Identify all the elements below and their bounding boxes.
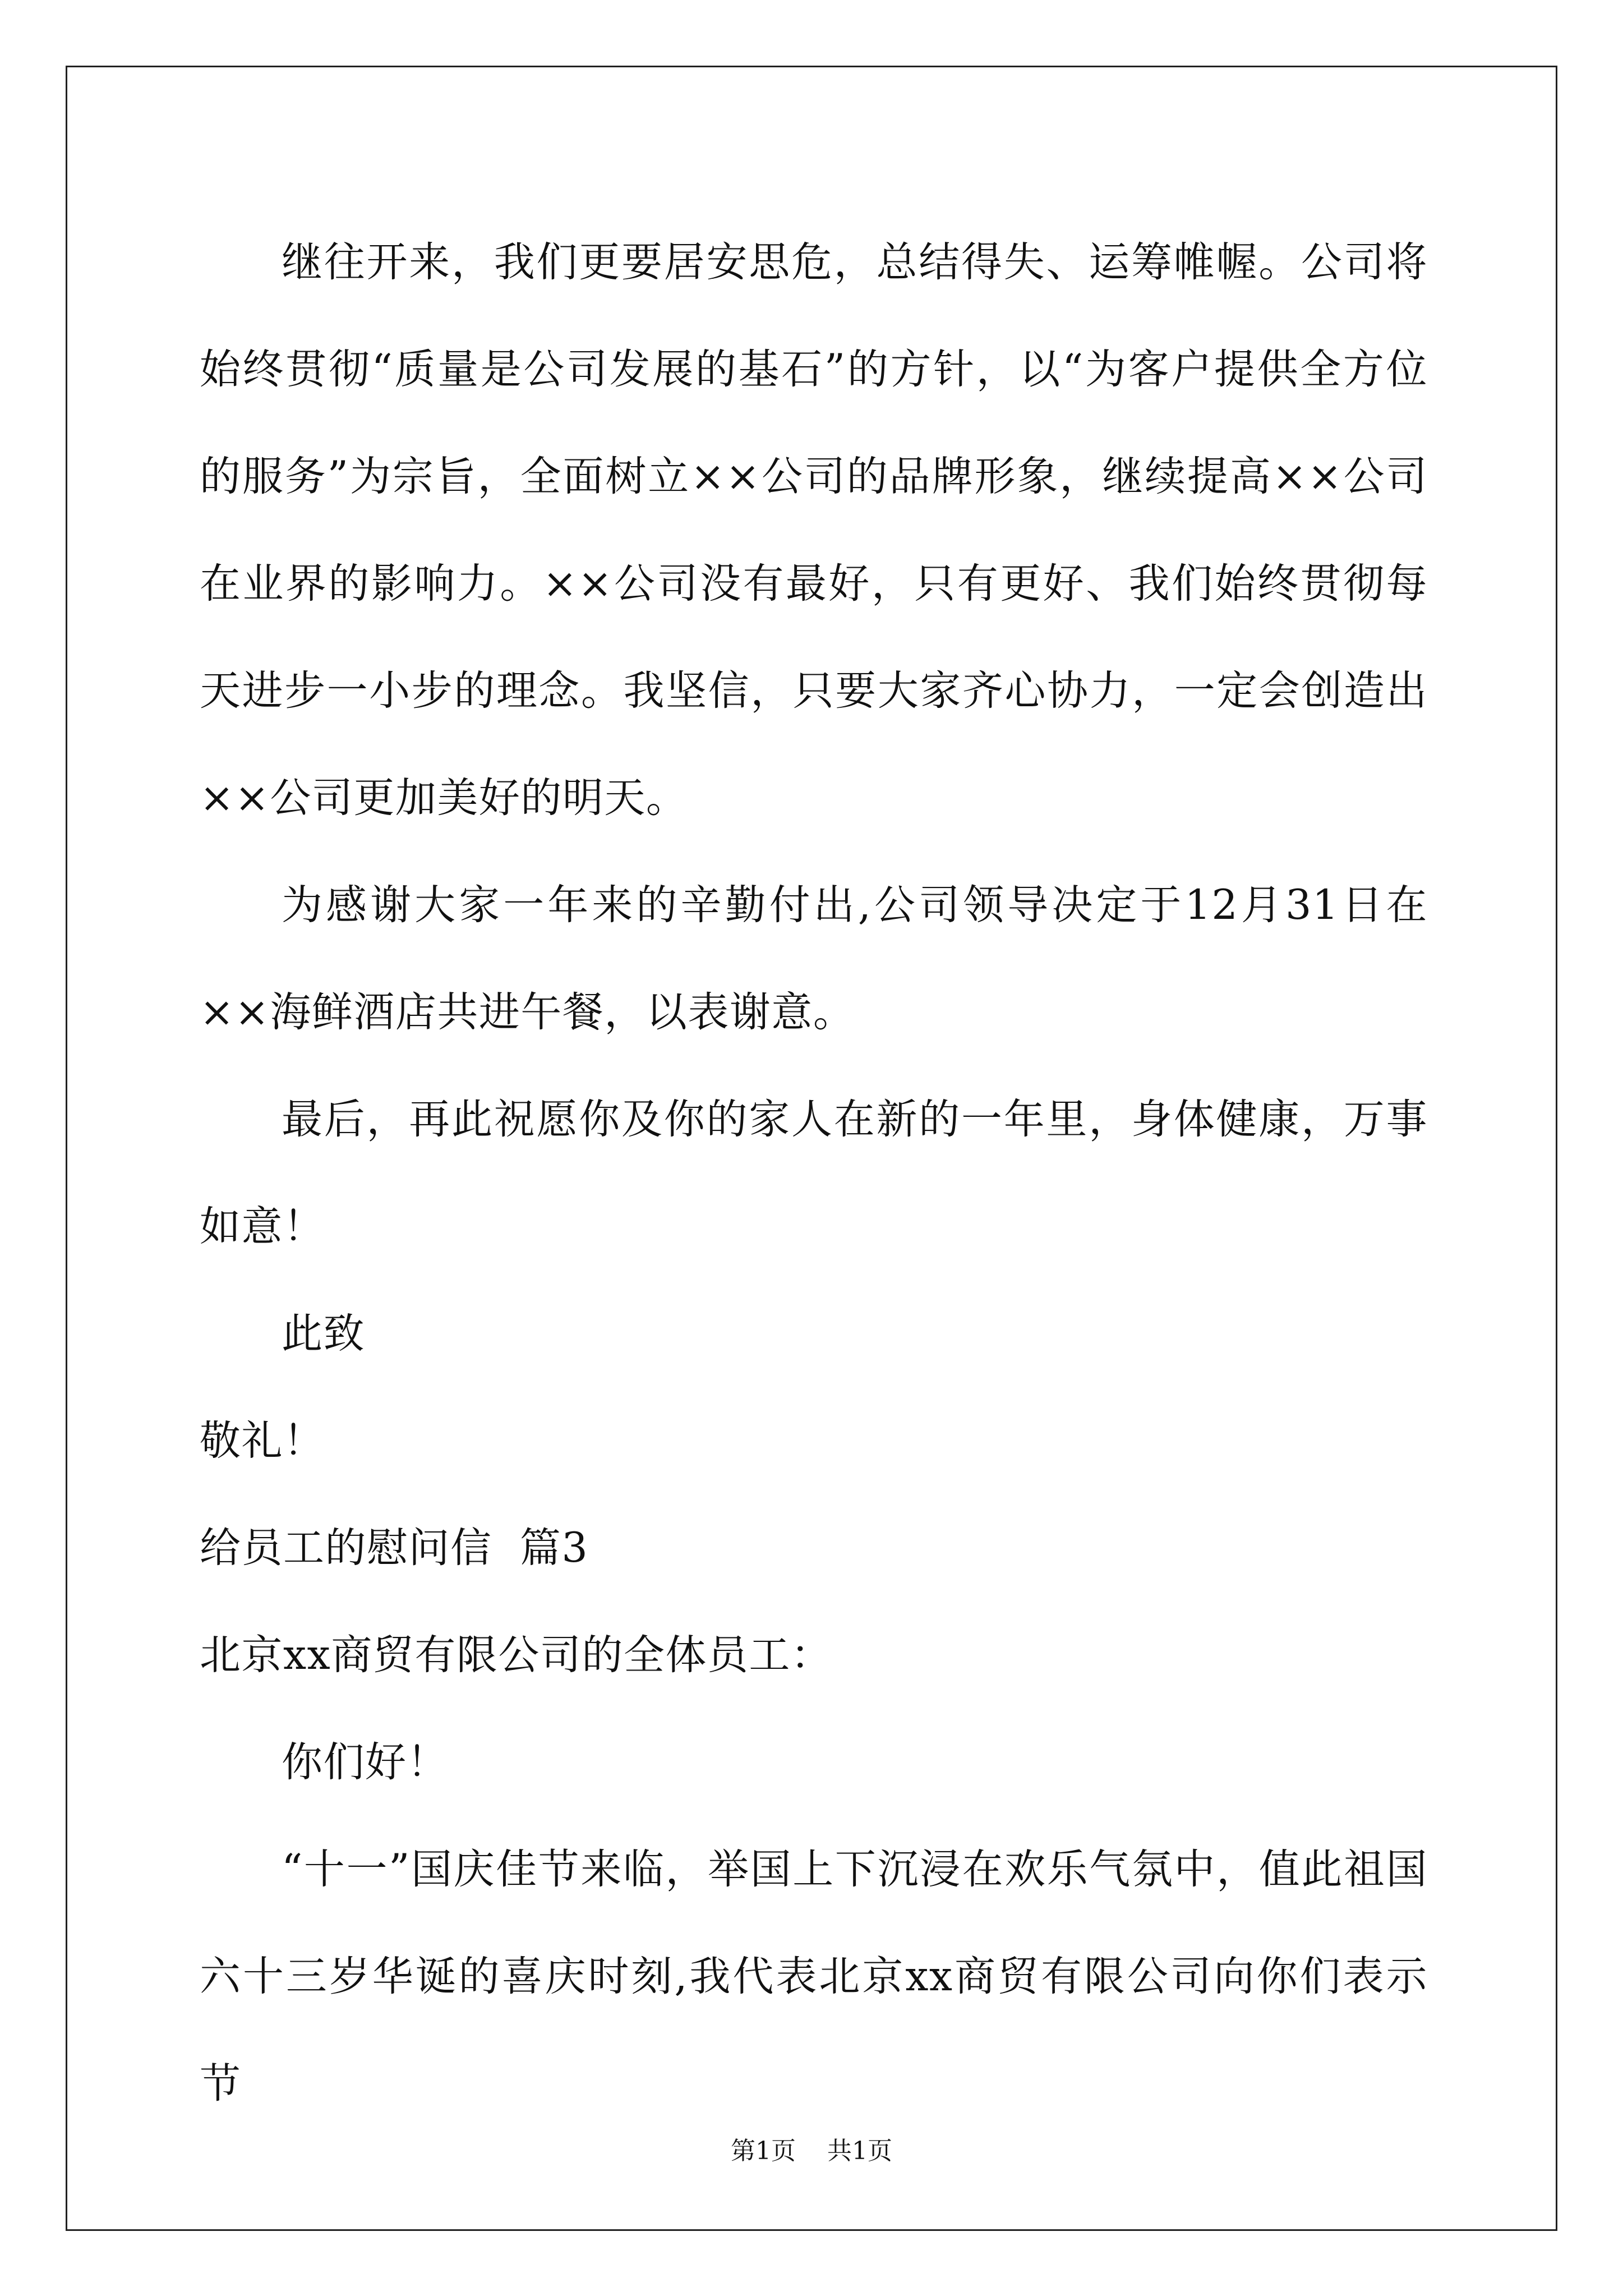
document-body <box>200 209 1428 2137</box>
paragraph-thanks-lunch: 为感谢大家一年来的辛勤付出,公司领导决定于12月31日在××海鲜酒店共进午餐，以表谢意。 <box>200 881 1428 1036</box>
section-heading: 给员工的慰问信 篇3 <box>200 1524 589 1572</box>
paragraph-outlook: 继往开来，我们更要居安思危，总结得失、运筹帷幄。公司将始终贯彻“质量是公司发展的基石”的方针，以“为客户提供全方位的服务”为宗旨，全面树立××公司的品牌形象，继续提高××公司在业界的影响力。××公司没有最好，只有更好、我们始终贯彻每天进步一小步的理念。我坚信，只要大家齐心协力，一定会创造出××公司更加美好的明天。 <box>200 238 1428 822</box>
paragraph-closing-wishes: 最后，再此祝愿你及你的家人在新的一年里，身体健康，万事如意！ <box>200 1096 1428 1250</box>
paragraph-national-day: “十一”国庆佳节来临，举国上下沉浸在欢乐气氛中，值此祖国六十三岁华诞的喜庆时刻,我代表北京xx商贸有限公司向你们表示节 <box>200 1846 1428 2108</box>
letter-greeting: 你们好！ <box>282 1738 449 1786</box>
salutation-cizhi: 此致 <box>282 1310 365 1358</box>
page-footer: 第1页 共1页 <box>731 2137 892 2165</box>
salutation-jingli: 敬礼！ <box>200 1417 325 1465</box>
letter-addressee: 北京xx商贸有限公司的全体员工： <box>200 1631 833 1679</box>
